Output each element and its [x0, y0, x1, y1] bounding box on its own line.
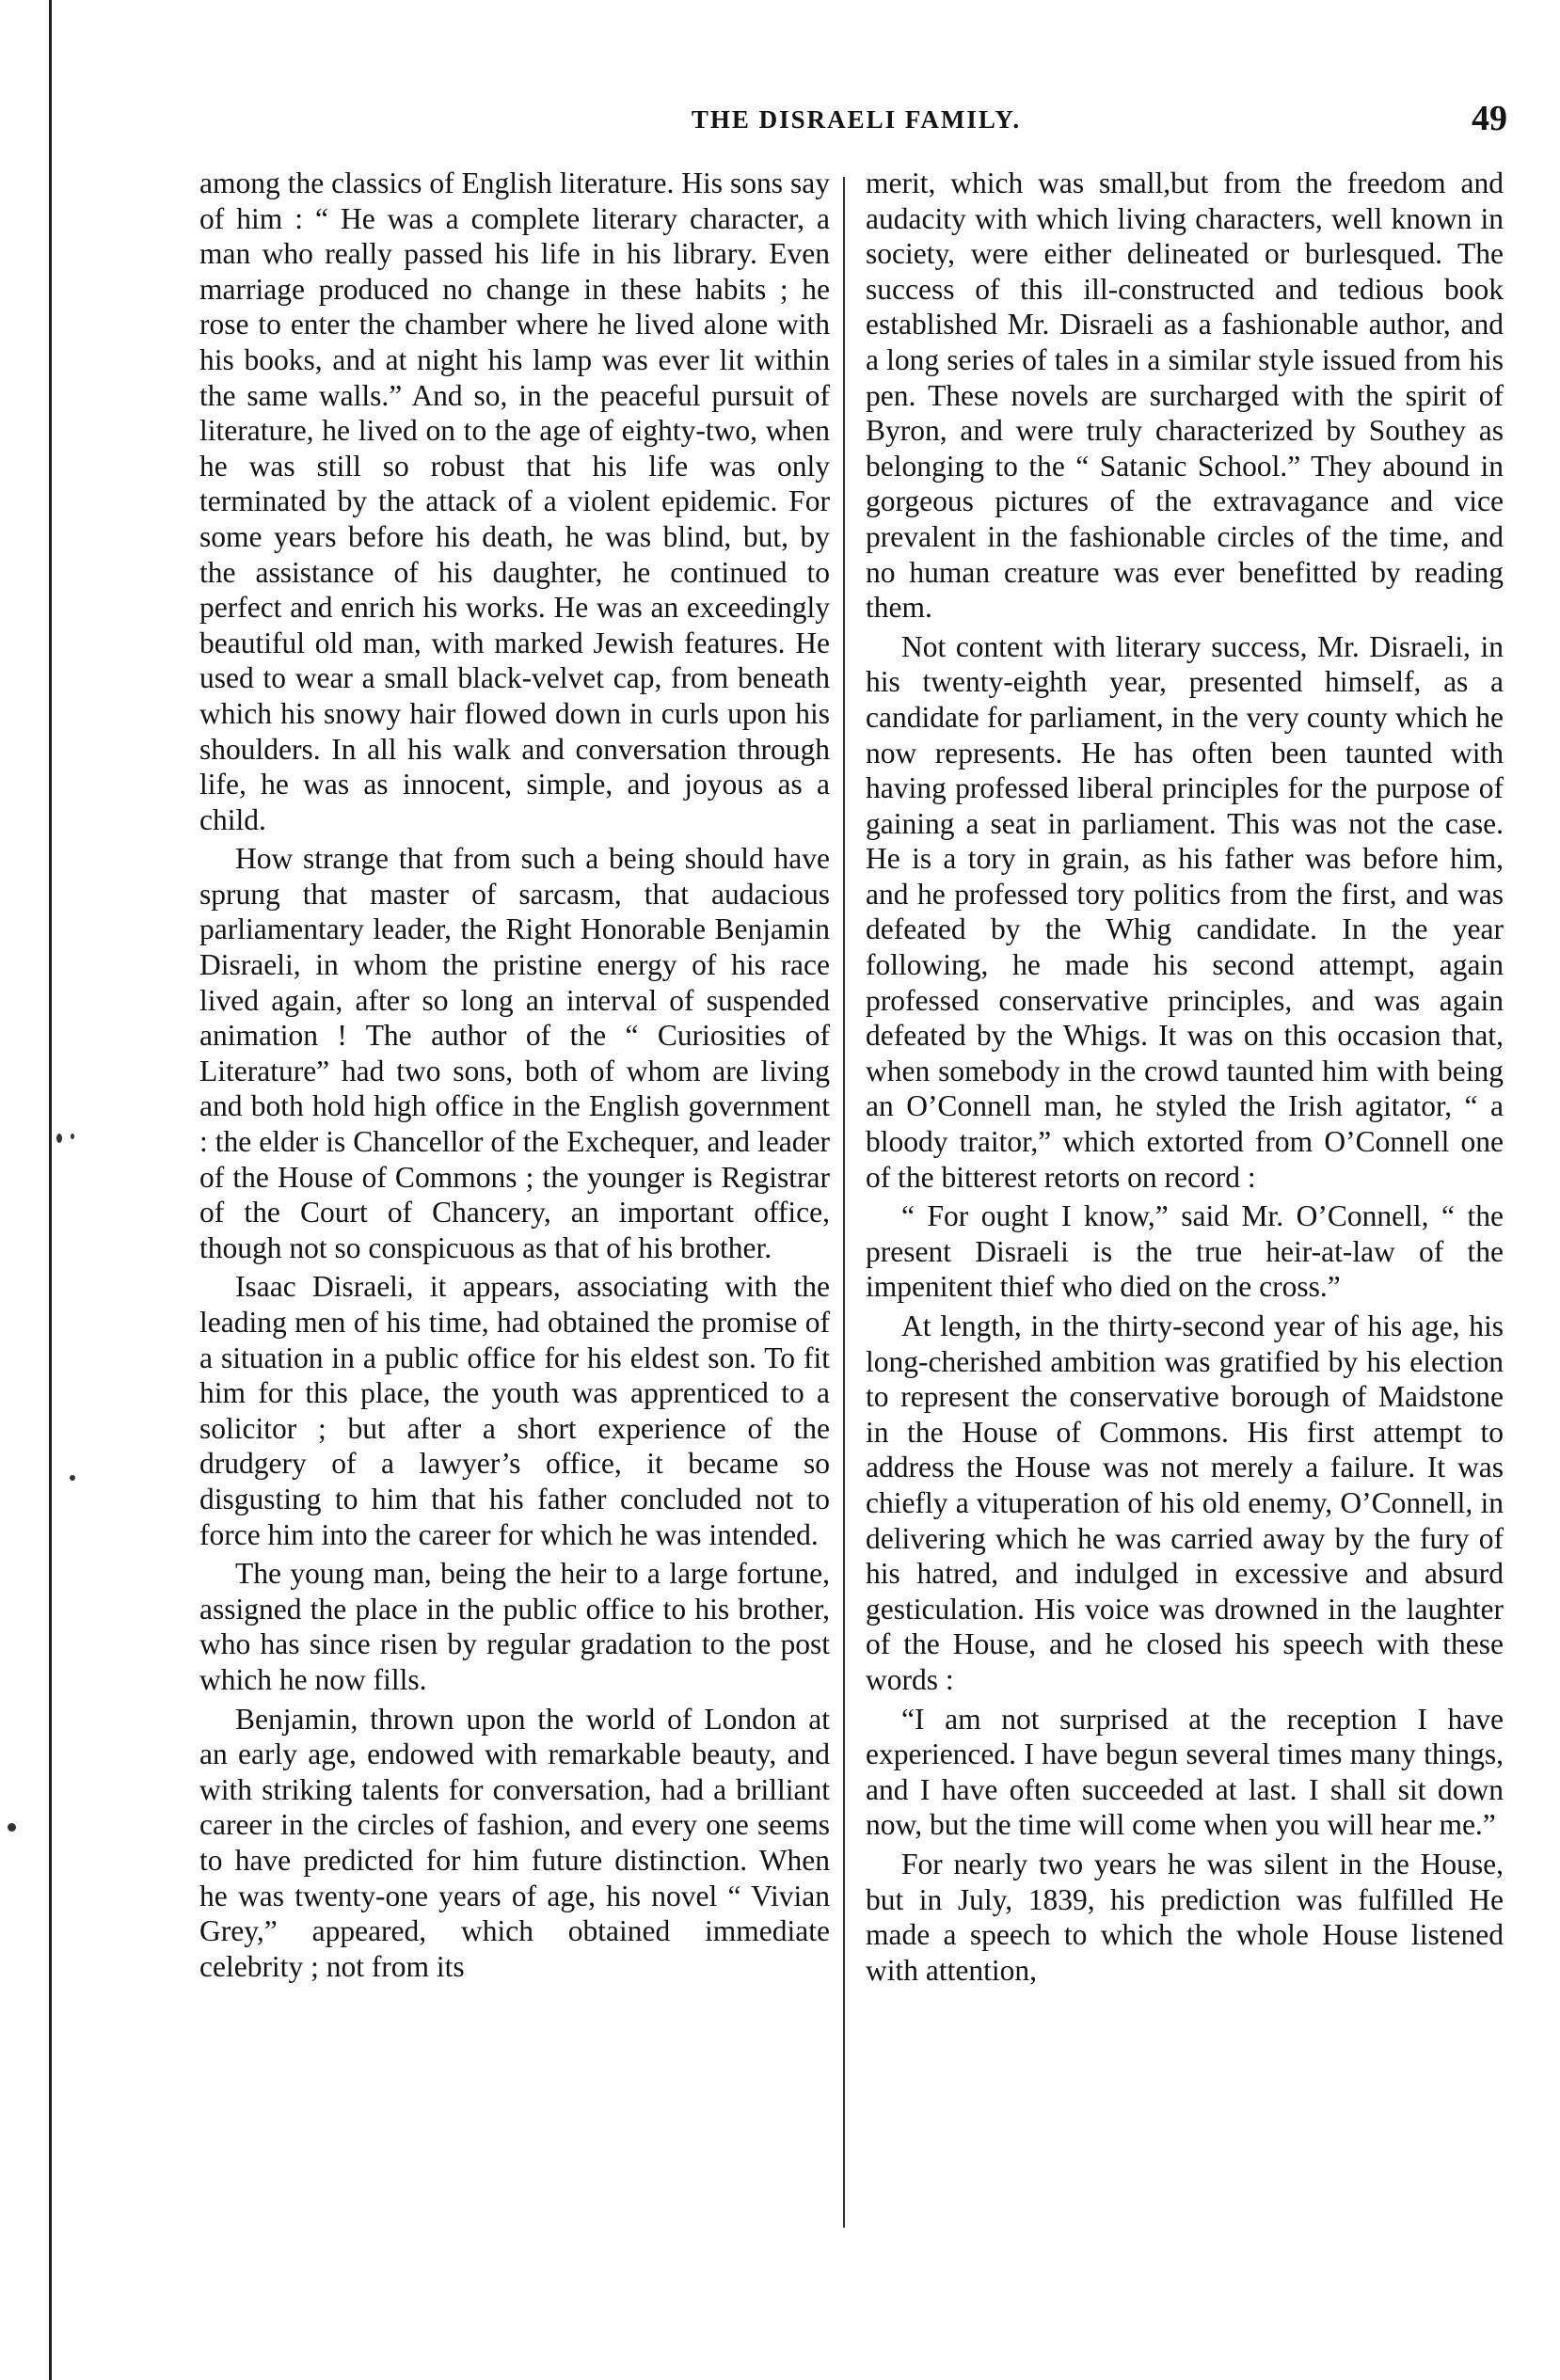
margin-speck: [70, 1475, 75, 1481]
right-column: [866, 166, 1504, 1988]
binding-edge-line: [49, 0, 52, 2380]
column-divider: [843, 177, 845, 2228]
margin-speck: [56, 1134, 62, 1143]
quote-paragraph: “I am not surprised at the reception I have experienced. I have begun several times many things, and I have often succeeded at last. I shall sit down now, but the time will come when you will hear me.”: [866, 1702, 1504, 1842]
running-title: THE DISRAELI FAMILY.: [691, 105, 1022, 134]
paragraph: Isaac Disraeli, it appears, associating with the leading men of his time, had obtained the promise of a situation in a public office for his eldest son. To fit him for this place, the youth was apprenticed to a solicitor ; but after a short experience of the drudgery of a lawyer’s office, it became so disgusting to him that his father concluded not to force him into the career for which he was intended.: [199, 1270, 830, 1551]
paragraph: The young man, being the heir to a large fortune, assigned the place in the public office to his brother, who has since risen by regular gradation to the post which he now fills.: [199, 1557, 830, 1696]
paragraph: How strange that from such a being should have sprung that master of sarcasm, that audacious parliamentary leader, the Right Honorable Benjamin Disraeli, in whom the pristine energy of his race lived again, after so long an interval of suspended animation ! The author of the “ Curiosities of Literature” had two sons, both of whom are living and both hold high office in the English government : the elder is Chancellor of the Exchequer, and leader of the House of Commons ; the younger is Registrar of the Court of Chancery, an important office, though not so conspicuous as that of his brother.: [199, 842, 830, 1264]
left-column: [199, 166, 830, 1984]
paragraph: merit, which was small,but from the freedom and audacity with which living characters, well known in society, were either delineated or burlesqued. The success of this ill-constructed and tedious book established Mr. Disraeli as a fashionable author, and a long series of tales in a similar style issued from his pen. These novels are surcharged with the spirit of Byron, and were truly characterized by Southey as belonging to the “ Satanic School.” They abound in gorgeous pictures of the extravagance and vice prevalent in the fashionable circles of the time, and no human creature was ever benefitted by reading them.: [866, 167, 1504, 625]
paragraph: Not content with literary success, Mr. Disraeli, in his twenty-eighth year, presented himself, as a candidate for parliament, in the very county which he now represents. He has often been taunted with having professed liberal principles for the purpose of gaining a seat in parliament. This was not the case. He is a tory in grain, as his father was before him, and he professed tory politics from the first, and was defeated by the Whig candidate. In the year following, he made his second attempt, again professed conservative principles, and was again defeated by the Whigs. It was on this occasion that, when somebody in the crowd taunted him with being an O’Connell man, he styled the Irish agitator, “ a bloody traitor,” which extorted from O’Connell one of the bitterest retorts on record :: [866, 629, 1504, 1194]
quote-paragraph: “ For ought I know,” said Mr. O’Connell, “ the present Disraeli is the true heir-at-law of the impenitent thief who died on the cross.”: [866, 1199, 1504, 1304]
paragraph: among the classics of English literature. His sons say of him : “ He was a complete literary character, a man who really passed his life in his library. Even marriage produced no change in these habits ; he rose to enter the chamber where he lived alone with his books, and at night his lamp was ever lit within the same walls.” And so, in the peaceful pursuit of literature, he lived on to the age of eighty-two, when he was still so robust that his life was only terminated by the attack of a violent epidemic. For some years before his death, he was blind, but, by the assistance of his daughter, he continued to perfect and enrich his works. He was an exceedingly beautiful old man, with marked Jewish features. He used to wear a small black-velvet cap, from beneath which his snowy hair flowed down in curls upon his shoulders. In all his walk and conversation through life, he was as innocent, simple, and joyous as a child.: [199, 167, 830, 836]
paragraph: At length, in the thirty-second year of his age, his long-cherished ambition was gratified by his election to represent the conservative borough of Maidstone in the House of Commons. His first attempt to address the House was not merely a failure. It was chiefly a vituperation of his old enemy, O’Connell, in delivering which he was carried away by the fury of his hatred, and indulged in excessive and absurd gesticulation. His voice was drowned in the laughter of the House, and he closed his speech with these words :: [866, 1309, 1504, 1696]
margin-speck: [71, 1134, 74, 1139]
paragraph: For nearly two years he was silent in the House, but in July, 1839, his prediction was fulfilled He made a speech to which the whole House listened with attention,: [866, 1847, 1504, 1987]
page-number: 49: [1472, 99, 1507, 138]
page-header: [188, 94, 1524, 151]
paragraph: Benjamin, thrown upon the world of London at an early age, endowed with remarkable beauty, and with striking talents for conversation, had a brilliant career in the circles of fashion, and every one seems to have predicted for him future distinction. When he was twenty-one years of age, his novel “ Vivian Grey,” appeared, which obtained immediate celebrity ; not from its: [199, 1702, 830, 1983]
margin-speck: [8, 1823, 16, 1832]
